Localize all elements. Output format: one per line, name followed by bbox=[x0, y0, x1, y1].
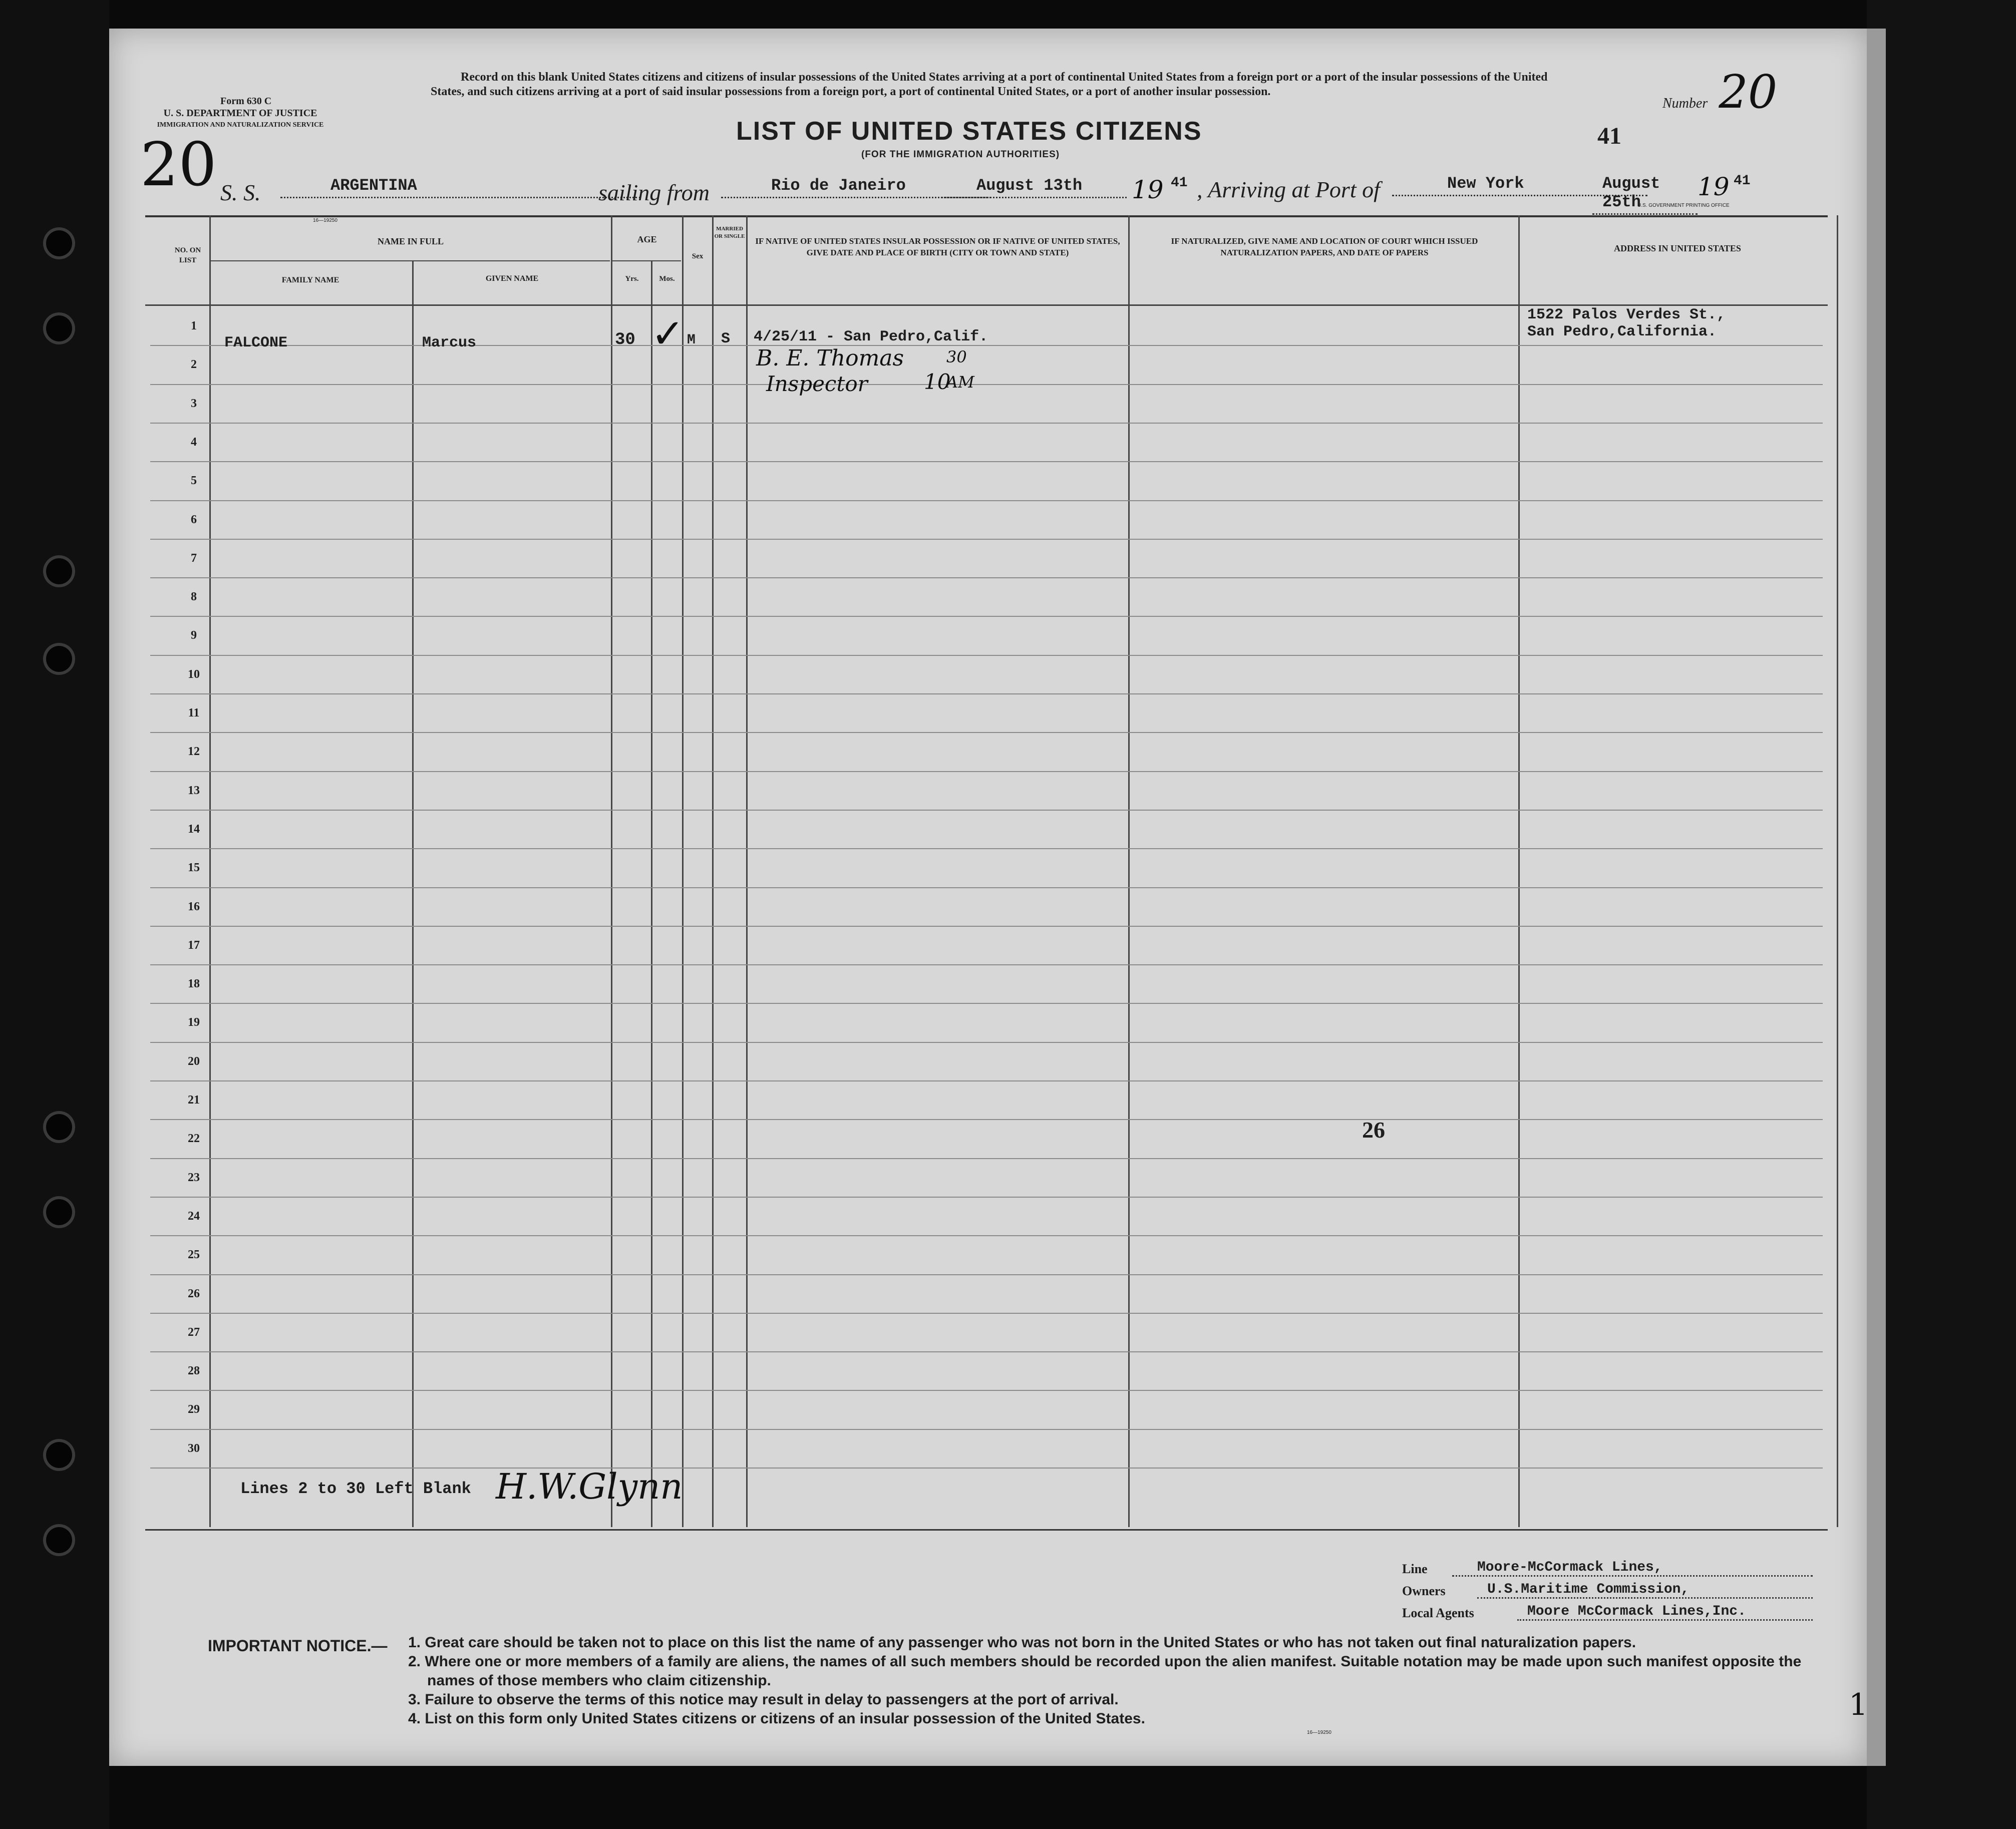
table-row bbox=[150, 461, 1823, 462]
table-row bbox=[150, 1429, 1823, 1430]
table-row bbox=[150, 500, 1823, 501]
row-number: 8 bbox=[191, 590, 197, 603]
row-number: 21 bbox=[188, 1093, 200, 1107]
col-age: AGE bbox=[637, 234, 657, 244]
row-number: 30 bbox=[188, 1442, 200, 1455]
table-row bbox=[150, 771, 1823, 772]
table-row bbox=[150, 1235, 1823, 1236]
agents-value: Moore McCormack Lines,Inc. bbox=[1517, 1604, 1813, 1621]
table-row bbox=[150, 1468, 1823, 1469]
name-subheader-line bbox=[209, 260, 610, 261]
table-row bbox=[150, 1119, 1823, 1120]
table-row bbox=[150, 1351, 1823, 1352]
notice-heading: IMPORTANT NOTICE.— bbox=[208, 1637, 388, 1655]
sex-cell: M bbox=[687, 332, 696, 348]
binder-hole bbox=[46, 1199, 72, 1225]
row-number: 1 bbox=[191, 319, 197, 332]
depart-year-prefix: 19 bbox=[1132, 175, 1164, 204]
number-label: Number bbox=[1662, 96, 1708, 111]
inspection-time-hour: 10 bbox=[924, 370, 951, 394]
table-row bbox=[150, 616, 1823, 617]
row-number: 14 bbox=[188, 823, 200, 836]
row-number: 6 bbox=[191, 513, 197, 526]
table-row bbox=[150, 732, 1823, 733]
notice-item-2: 2. Where one or more members of a family are aliens, the names of all such members should be recorded upon the alien manifest. Suitable notation may be made upon such manifest opposite the names of those members who claim citizenship. bbox=[408, 1653, 1802, 1689]
col-mos: Mos. bbox=[659, 275, 675, 283]
row-number: 5 bbox=[191, 474, 197, 487]
owners-label: Owners bbox=[1402, 1584, 1446, 1598]
age-subheader-line bbox=[611, 260, 681, 261]
row-number: 7 bbox=[191, 552, 197, 565]
table-row bbox=[150, 810, 1823, 811]
table-row bbox=[150, 1197, 1823, 1198]
address-line-2: San Pedro,California. bbox=[1527, 323, 1717, 340]
arrive-year: 41 bbox=[1734, 173, 1751, 189]
lines-blank-note: Lines 2 to 30 Left Blank bbox=[240, 1480, 471, 1498]
col-family-name: FAMILY NAME bbox=[281, 276, 340, 284]
row-number: 4 bbox=[191, 436, 197, 449]
ss-label: S. S. bbox=[220, 180, 261, 205]
row-number: 2 bbox=[191, 358, 197, 371]
row-number: 20 bbox=[188, 1055, 200, 1068]
table-row bbox=[150, 423, 1823, 424]
printing-office: U.S. GOVERNMENT PRINTING OFFICE bbox=[1637, 203, 1730, 208]
row-number: 28 bbox=[188, 1364, 200, 1377]
age-months-checkmark: ✓ bbox=[651, 310, 685, 357]
binder-hole bbox=[46, 1527, 72, 1553]
row-number: 19 bbox=[188, 1016, 200, 1029]
binder-hole bbox=[46, 1442, 72, 1468]
print-code: 16—19250 bbox=[313, 218, 338, 223]
arrive-year-prefix: 19 bbox=[1698, 172, 1730, 201]
form-number: Form 630 C bbox=[220, 96, 272, 107]
line-label: Line bbox=[1402, 1562, 1428, 1576]
table-row bbox=[150, 539, 1823, 540]
col-yrs: Yrs. bbox=[625, 275, 639, 283]
table-row bbox=[150, 926, 1823, 927]
origin: Rio de Janeiro bbox=[721, 176, 991, 198]
table-row bbox=[150, 887, 1823, 888]
notice-item-3: 3. Failure to observe the terms of this notice may result in delay to passengers at the port of arrival. bbox=[408, 1691, 1119, 1708]
page-edge bbox=[1867, 29, 1886, 1766]
row-number: 29 bbox=[188, 1403, 200, 1416]
row-number: 11 bbox=[188, 706, 200, 719]
department: U. S. DEPARTMENT OF JUSTICE bbox=[163, 108, 317, 119]
table-row bbox=[150, 1158, 1823, 1159]
row-number: 17 bbox=[188, 939, 200, 952]
col-sex: Sex bbox=[692, 252, 704, 260]
table-row bbox=[150, 384, 1823, 385]
table-row bbox=[150, 1003, 1823, 1004]
depart-date: August 13th bbox=[941, 176, 1127, 198]
binder-hole bbox=[46, 1114, 72, 1140]
instructions: Record on this blank United States citizens and citizens of insular possessions of the United States arriving at a port of continental United States from a foreign port or a port of the insular possessions of the United States, and such citizens arriving at a port of said insular possessions from a foreign port, a port of continental United States, or a port of another insular possession. bbox=[431, 71, 1548, 98]
row-number: 27 bbox=[188, 1326, 200, 1339]
binder-hole bbox=[46, 315, 72, 341]
notice-item-4: 4. List on this form only United States citizens or citizens of an insular possession of the United States. bbox=[408, 1710, 1145, 1727]
binder-strip bbox=[0, 0, 109, 1829]
row-number: 18 bbox=[188, 977, 200, 990]
notice-list bbox=[408, 1633, 1820, 1728]
agents-label: Local Agents bbox=[1402, 1606, 1474, 1620]
birth-cell: 4/25/11 - San Pedro,Calif. bbox=[754, 328, 988, 345]
line-value: Moore-McCormack Lines, bbox=[1452, 1560, 1813, 1577]
col-given-name: GIVEN NAME bbox=[485, 274, 539, 283]
row-number: 13 bbox=[188, 784, 200, 797]
sailing-label: sailing from bbox=[598, 180, 710, 205]
row-number: 24 bbox=[188, 1210, 200, 1223]
notice-item-1: 1. Great care should be taken not to place on this list the name of any passenger who was not born in the United States or who has not taken out final naturalization papers. bbox=[408, 1634, 1636, 1651]
inspector-title: Inspector bbox=[766, 372, 868, 396]
arrive-date: August 25th bbox=[1592, 174, 1698, 215]
row-number: 25 bbox=[188, 1248, 200, 1261]
row-number: 9 bbox=[191, 629, 197, 642]
row-number: 22 bbox=[188, 1132, 200, 1145]
page-title: LIST OF UNITED STATES CITIZENS bbox=[736, 117, 1202, 146]
list-code: 41 bbox=[1597, 123, 1621, 149]
owners-value: U.S.Maritime Commission, bbox=[1477, 1582, 1813, 1599]
binder-hole bbox=[46, 646, 72, 672]
col-address: ADDRESS IN UNITED STATES bbox=[1614, 243, 1741, 253]
table-row bbox=[150, 964, 1823, 965]
table-row bbox=[150, 693, 1823, 694]
inspection-time-minutes: 30 bbox=[946, 347, 967, 367]
row-number: 26 bbox=[188, 1287, 200, 1300]
service: IMMIGRATION AND NATURALIZATION SERVICE bbox=[157, 121, 324, 129]
address-line-1: 1522 Palos Verdes St., bbox=[1527, 306, 1726, 323]
depart-year: 41 bbox=[1171, 175, 1188, 191]
col-married-single: MARRIED OR SINGLE bbox=[714, 226, 745, 239]
page-subtitle: (FOR THE IMMIGRATION AUTHORITIES) bbox=[861, 149, 1060, 160]
number-value: 20 bbox=[1719, 65, 1778, 119]
page-stamp: 26 bbox=[1362, 1117, 1385, 1143]
row-number: 12 bbox=[188, 745, 200, 758]
col-naturalized: IF NATURALIZED, GIVE NAME AND LOCATION OF COURT WHICH ISSUED NATURALIZATION PAPERS, AND DATE OF PAPERS bbox=[1171, 236, 1478, 257]
signature: H.W.Glynn bbox=[496, 1466, 683, 1507]
table-row bbox=[150, 1274, 1823, 1275]
background-strip bbox=[1867, 0, 2016, 1829]
family-name-cell: FALCONE bbox=[224, 334, 288, 351]
binder-hole bbox=[46, 558, 72, 584]
arriving-label: , Arriving at Port of bbox=[1197, 177, 1380, 202]
row-number: 15 bbox=[188, 861, 200, 874]
row-number: 10 bbox=[188, 668, 200, 681]
binder-hole bbox=[46, 230, 72, 256]
status-cell: S bbox=[721, 330, 731, 347]
ship-name: ARGENTINA bbox=[280, 176, 641, 198]
table-row bbox=[150, 848, 1823, 849]
row-number: 23 bbox=[188, 1171, 200, 1184]
table-row bbox=[150, 577, 1823, 578]
handwritten-number: 20 bbox=[140, 130, 217, 200]
bottom-print-code: 16—19250 bbox=[1307, 1730, 1331, 1735]
row-number: 3 bbox=[191, 397, 197, 410]
arrival-port: New York bbox=[1392, 174, 1647, 196]
col-name-in-full: NAME IN FULL bbox=[377, 236, 444, 246]
inspection-time-suffix: AM bbox=[946, 373, 974, 392]
table-row bbox=[150, 1080, 1823, 1081]
col-no-on-list: NO. ON LIST bbox=[174, 246, 201, 264]
header-separator bbox=[145, 304, 1828, 306]
given-name-cell: Marcus bbox=[422, 334, 477, 351]
table-row bbox=[150, 655, 1823, 656]
table-row bbox=[150, 1390, 1823, 1391]
corner-mark: 1 bbox=[1849, 1687, 1868, 1722]
age-years-cell: 30 bbox=[615, 330, 635, 349]
table-row bbox=[150, 1313, 1823, 1314]
inspector-name: B. E. Thomas bbox=[756, 345, 904, 371]
table-row bbox=[150, 1042, 1823, 1043]
row-number: 16 bbox=[188, 900, 200, 913]
col-native: IF NATIVE OF UNITED STATES INSULAR POSSESSION OR IF NATIVE OF UNITED STATES, GIVE DATE AND PLACE OF BIRTH (CITY OR TOWN AND STATE) bbox=[755, 236, 1120, 257]
manifest-table bbox=[145, 215, 1828, 1531]
